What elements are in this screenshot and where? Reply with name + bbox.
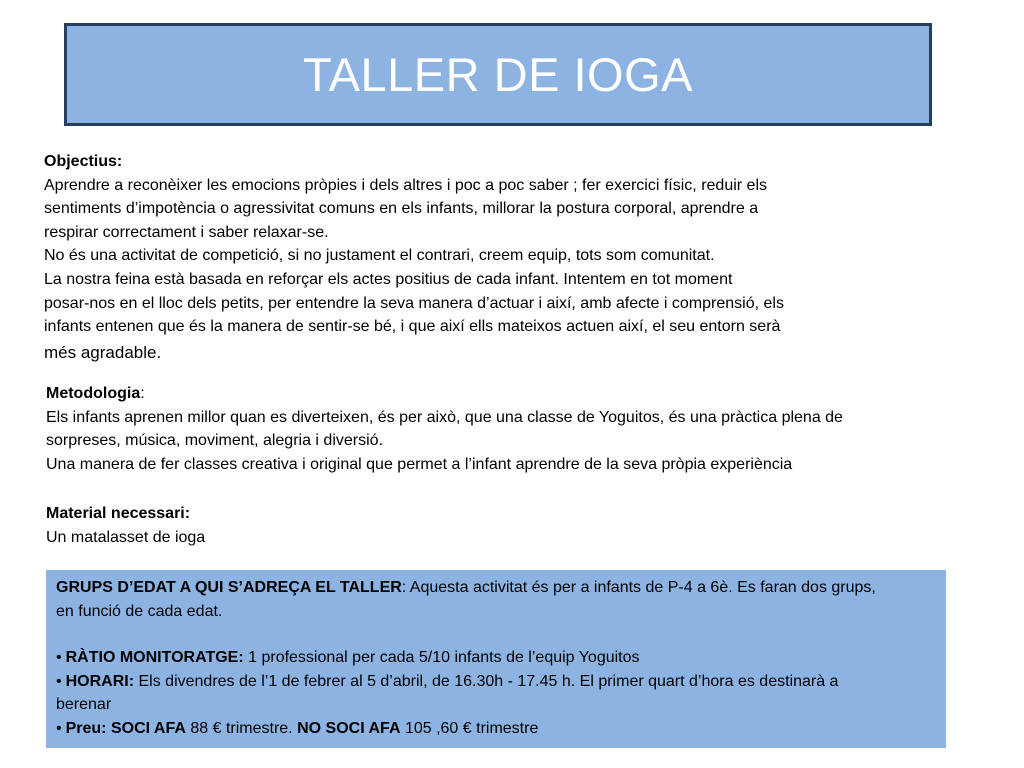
objectius-line: respirar correctament i saber relaxar-se.	[44, 223, 329, 241]
objectius-heading: Objectius:	[44, 153, 123, 170]
horari-item	[56, 670, 936, 694]
objectius-line: infants entenen que és la manera de sentir-se bé, i que així ells mateixos actuen així, el seu entorn serà	[44, 318, 781, 336]
metodologia-line: sorpreses, música, moviment, alegria i diversió.	[46, 432, 384, 450]
grups-text: : Aquesta activitat és per a infants de P-4 a 6è. Es faran dos grups,	[401, 579, 876, 596]
metodologia-section	[46, 382, 976, 476]
metodologia-line: Els infants aprenen millor quan es diverteixen, és per això, que una classe de Yoguitos, és una pràctica plena de	[46, 408, 843, 426]
preu-label: Preu: SOCI AFA	[65, 719, 186, 737]
material-section	[46, 502, 546, 549]
grups-paragraph	[56, 576, 936, 600]
objectius-line: La nostra feina està basada en reforçar els actes positius de cada infant. Intentem en tot moment	[44, 270, 733, 288]
metodologia-line: Una manera de fer classes creativa i original que permet a l’infant aprendre de la seva pròpia experiència	[46, 455, 793, 473]
objectius-line: posar-nos en el lloc dels petits, per entendre la seva manera d’actuar i així, amb afecte i comprensió, els	[44, 294, 784, 312]
objectius-line: Aprendre a reconèixer les emocions pròpies i dels altres i poc a poc saber ; fer exercici físic, reduir els	[44, 176, 767, 194]
horari-text: Els divendres de l’1 de febrer al 5 d’abril, de 16.30h - 17.45 h. El primer quart d’hora es destinarà a	[134, 672, 839, 690]
info-box	[46, 570, 946, 748]
objectius-line: sentiments d’impotència o agressivitat comuns en els infants, millorar la postura corporal, aprendre a	[44, 200, 759, 218]
material-text: Un matalasset de ioga	[46, 528, 206, 546]
horari-label: HORARI:	[65, 672, 135, 690]
objectius-line: No és una activitat de competició, si no justament el contrari, creem equip, tots som comunitat.	[44, 247, 715, 265]
preu-item	[56, 717, 936, 741]
ratio-text: 1 professional per cada 5/10 infants de l’equip Yoguitos	[243, 649, 640, 667]
material-heading: Material necessari:	[46, 505, 191, 522]
ratio-item	[56, 646, 936, 670]
metodologia-colon: :	[140, 385, 145, 402]
objectius-last-line: més agradable.	[44, 342, 162, 362]
objectius-section	[44, 150, 904, 364]
title-box	[64, 23, 932, 126]
metodologia-heading: Metodologia	[46, 385, 141, 402]
grups-label: GRUPS D’EDAT A QUI S’ADREÇA EL TALLER	[56, 579, 402, 596]
ratio-label: RÀTIO MONITORATGE:	[65, 649, 244, 667]
preu-nosoci-label: NO SOCI AFA	[297, 719, 401, 737]
page-title: TALLER DE IOGA	[302, 48, 694, 101]
metodologia-heading-row	[46, 382, 976, 406]
preu-soci: 88 € trimestre.	[185, 719, 298, 737]
horari-text-2: berenar	[56, 696, 112, 714]
preu-nosoci: 105 ,60 € trimestre	[400, 719, 539, 737]
grups-text-2: en funció de cada edat.	[56, 602, 223, 620]
